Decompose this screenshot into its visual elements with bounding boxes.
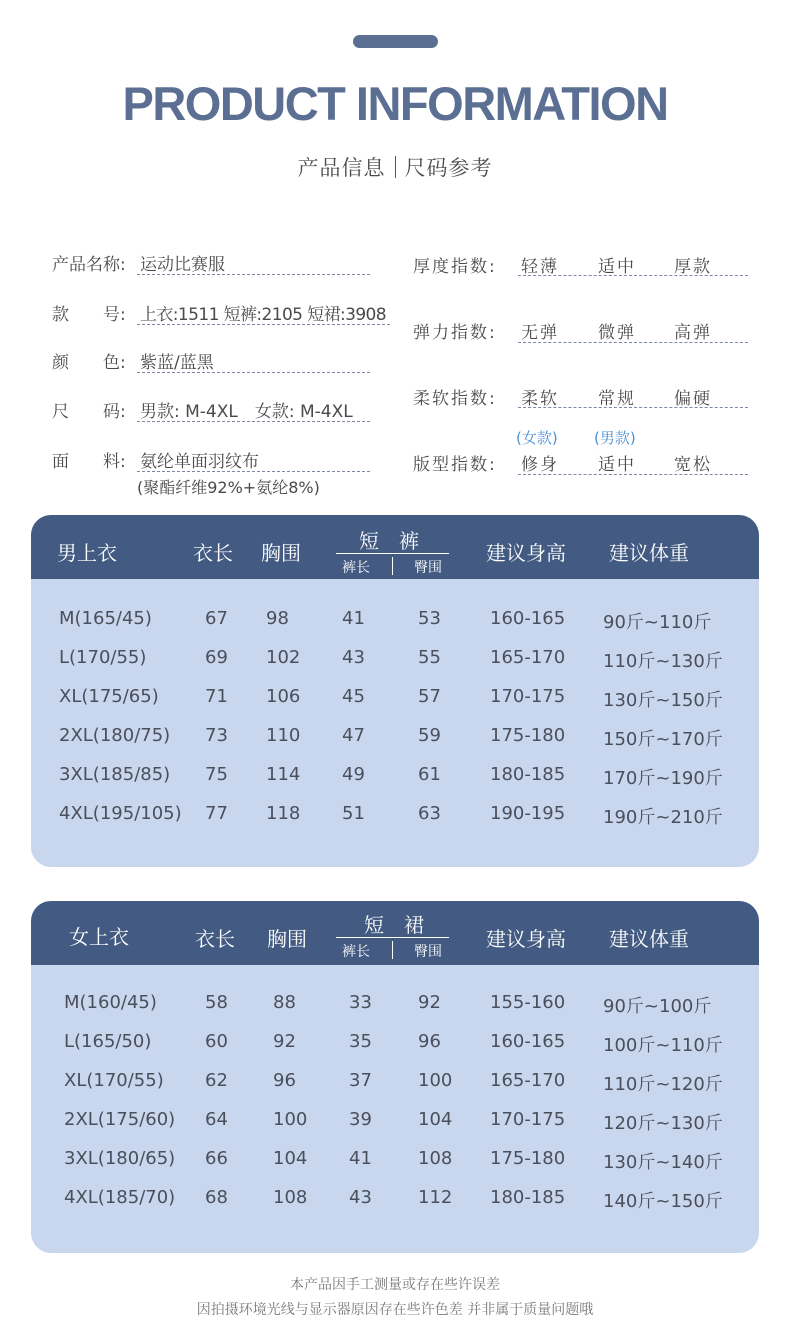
cell-size: 2XL(180/75) bbox=[59, 725, 171, 746]
dash-line bbox=[137, 324, 390, 325]
col-header-skirt-length: 裤长 bbox=[342, 944, 370, 960]
subtitle-product-info: 产品信息 bbox=[297, 156, 386, 180]
cell-height: 170-175 bbox=[490, 686, 566, 707]
cell-bottom-length: 41 bbox=[342, 608, 365, 629]
women-table-title: 女上衣 bbox=[69, 925, 129, 949]
cell-chest: 106 bbox=[266, 686, 301, 707]
cell-bottom-length: 49 bbox=[342, 764, 365, 785]
cell-weight: 100斤~110斤 bbox=[603, 1035, 723, 1056]
men-table-title: 男上衣 bbox=[57, 541, 117, 565]
col-header-shorts: 短 裤 bbox=[359, 529, 419, 553]
cell-bottom-hip: 57 bbox=[418, 686, 441, 707]
col-header-shorts-hip: 臀围 bbox=[414, 560, 442, 576]
cell-chest: 102 bbox=[266, 647, 301, 668]
cell-size: 3XL(185/85) bbox=[59, 764, 171, 785]
cell-height: 180-185 bbox=[490, 764, 566, 785]
page-subtitle bbox=[0, 152, 790, 182]
color-label: 颜 色: bbox=[52, 353, 126, 373]
product-name-label: 产品名称: bbox=[52, 255, 126, 275]
style-no-label: 款 号: bbox=[52, 305, 126, 325]
dash-line bbox=[518, 342, 748, 343]
cell-bottom-length: 39 bbox=[349, 1109, 372, 1130]
header-divider bbox=[392, 557, 393, 575]
cell-bottom-length: 43 bbox=[342, 647, 365, 668]
cell-size: M(160/45) bbox=[64, 992, 157, 1013]
cell-length: 60 bbox=[205, 1031, 228, 1052]
cell-size: M(165/45) bbox=[59, 608, 152, 629]
fit-label: 版型指数: bbox=[413, 455, 497, 475]
cell-chest: 98 bbox=[266, 608, 289, 629]
col-header-chest: 胸围 bbox=[267, 927, 307, 951]
col-header-shorts-length: 裤长 bbox=[342, 560, 370, 576]
cell-bottom-hip: 96 bbox=[418, 1031, 441, 1052]
cell-bottom-length: 37 bbox=[349, 1070, 372, 1091]
fit-option-slim: 修身 bbox=[521, 455, 559, 475]
product-name-value: 运动比赛服 bbox=[140, 255, 225, 275]
cell-bottom-length: 51 bbox=[342, 803, 365, 824]
cell-weight: 170斤~190斤 bbox=[603, 768, 723, 789]
cell-weight: 120斤~130斤 bbox=[603, 1113, 723, 1134]
cell-length: 67 bbox=[205, 608, 228, 629]
header-underline bbox=[336, 937, 449, 938]
cell-height: 180-185 bbox=[490, 1187, 566, 1208]
cell-chest: 110 bbox=[266, 725, 301, 746]
cell-bottom-length: 41 bbox=[349, 1148, 372, 1169]
dash-line bbox=[137, 421, 370, 422]
col-header-weight: 建议体重 bbox=[609, 927, 689, 951]
col-header-height: 建议身高 bbox=[486, 541, 566, 565]
cell-length: 73 bbox=[205, 725, 228, 746]
cell-bottom-hip: 53 bbox=[418, 608, 441, 629]
top-decor-bar bbox=[353, 35, 438, 48]
women-size-table bbox=[31, 901, 759, 1253]
cell-length: 62 bbox=[205, 1070, 228, 1091]
softness-label: 柔软指数: bbox=[413, 389, 497, 409]
cell-weight: 150斤~170斤 bbox=[603, 729, 723, 750]
cell-height: 165-170 bbox=[490, 647, 566, 668]
cell-height: 175-180 bbox=[490, 725, 566, 746]
cell-weight: 140斤~150斤 bbox=[603, 1191, 723, 1212]
cell-chest: 88 bbox=[273, 992, 296, 1013]
cell-bottom-length: 35 bbox=[349, 1031, 372, 1052]
cell-height: 170-175 bbox=[490, 1109, 566, 1130]
col-header-length: 衣长 bbox=[193, 541, 233, 565]
cell-bottom-length: 45 bbox=[342, 686, 365, 707]
dash-line bbox=[518, 407, 748, 408]
cell-bottom-length: 43 bbox=[349, 1187, 372, 1208]
cell-length: 66 bbox=[205, 1148, 228, 1169]
cell-weight: 130斤~150斤 bbox=[603, 690, 723, 711]
fit-option-loose: 宽松 bbox=[674, 455, 712, 475]
cell-bottom-hip: 55 bbox=[418, 647, 441, 668]
cell-size: 3XL(180/65) bbox=[64, 1148, 176, 1169]
fabric-label: 面 料: bbox=[52, 452, 126, 472]
header-divider bbox=[392, 941, 393, 959]
col-header-skirt: 短 裙 bbox=[364, 913, 424, 937]
header-underline bbox=[336, 553, 449, 554]
softness-option-normal: 常规 bbox=[598, 389, 636, 409]
cell-chest: 108 bbox=[273, 1187, 308, 1208]
cell-chest: 118 bbox=[266, 803, 301, 824]
cell-length: 68 bbox=[205, 1187, 228, 1208]
fit-note-women: (女款) bbox=[516, 429, 558, 447]
dash-line bbox=[137, 274, 370, 275]
cell-weight: 90斤~110斤 bbox=[603, 612, 712, 633]
cell-weight: 190斤~210斤 bbox=[603, 807, 723, 828]
cell-size: XL(175/65) bbox=[59, 686, 159, 707]
cell-length: 75 bbox=[205, 764, 228, 785]
cell-height: 165-170 bbox=[490, 1070, 566, 1091]
cell-bottom-hip: 59 bbox=[418, 725, 441, 746]
cell-chest: 92 bbox=[273, 1031, 296, 1052]
cell-bottom-hip: 61 bbox=[418, 764, 441, 785]
cell-weight: 90斤~100斤 bbox=[603, 996, 712, 1017]
cell-size: L(170/55) bbox=[59, 647, 147, 668]
cell-size: 2XL(175/60) bbox=[64, 1109, 176, 1130]
thickness-option-medium: 适中 bbox=[598, 257, 636, 277]
col-header-skirt-hip: 臀围 bbox=[414, 944, 442, 960]
cell-chest: 96 bbox=[273, 1070, 296, 1091]
cell-chest: 114 bbox=[266, 764, 301, 785]
dash-line bbox=[518, 474, 748, 475]
thickness-option-light: 轻薄 bbox=[521, 257, 559, 277]
fabric-composition: (聚酯纤维92%+氨纶8%) bbox=[137, 478, 320, 497]
size-label: 尺 码: bbox=[52, 402, 126, 422]
cell-bottom-hip: 100 bbox=[418, 1070, 453, 1091]
page-title: PRODUCT INFORMATION bbox=[122, 77, 668, 130]
elastic-option-slight: 微弹 bbox=[598, 323, 636, 343]
subtitle-size-ref: 尺码参考 bbox=[404, 156, 493, 180]
cell-size: L(165/50) bbox=[64, 1031, 152, 1052]
thickness-option-thick: 厚款 bbox=[674, 257, 712, 277]
fabric-value: 氨纶单面羽纹布 bbox=[140, 452, 259, 472]
elastic-label: 弹力指数: bbox=[413, 323, 497, 343]
men-table-header bbox=[31, 515, 759, 579]
cell-bottom-hip: 92 bbox=[418, 992, 441, 1013]
cell-height: 160-165 bbox=[490, 608, 566, 629]
cell-bottom-hip: 108 bbox=[418, 1148, 453, 1169]
footer-note-color: 因拍摄环境光线与显示器原因存在些许色差 并非属于质量问题哦 bbox=[196, 1302, 594, 1318]
fit-option-regular: 适中 bbox=[598, 455, 636, 475]
footer-note-measure: 本产品因手工测量或存在些许误差 bbox=[290, 1277, 500, 1293]
elastic-option-high: 高弹 bbox=[674, 323, 712, 343]
cell-bottom-hip: 63 bbox=[418, 803, 441, 824]
thickness-label: 厚度指数: bbox=[413, 257, 497, 277]
dash-line bbox=[518, 275, 748, 276]
cell-height: 155-160 bbox=[490, 992, 566, 1013]
women-table-header bbox=[31, 901, 759, 965]
cell-size: 4XL(185/70) bbox=[64, 1187, 176, 1208]
softness-option-soft: 柔软 bbox=[521, 389, 559, 409]
cell-weight: 110斤~130斤 bbox=[603, 651, 723, 672]
cell-length: 69 bbox=[205, 647, 228, 668]
cell-size: 4XL(195/105) bbox=[59, 803, 182, 824]
cell-height: 190-195 bbox=[490, 803, 566, 824]
cell-weight: 130斤~140斤 bbox=[603, 1152, 723, 1173]
cell-chest: 104 bbox=[273, 1148, 308, 1169]
cell-chest: 100 bbox=[273, 1109, 308, 1130]
col-header-weight: 建议体重 bbox=[609, 541, 689, 565]
col-header-chest: 胸围 bbox=[261, 541, 301, 565]
cell-length: 58 bbox=[205, 992, 228, 1013]
dash-line bbox=[137, 471, 370, 472]
cell-height: 160-165 bbox=[490, 1031, 566, 1052]
cell-length: 71 bbox=[205, 686, 228, 707]
subtitle-divider bbox=[395, 156, 396, 178]
cell-size: XL(170/55) bbox=[64, 1070, 164, 1091]
cell-bottom-hip: 112 bbox=[418, 1187, 453, 1208]
fit-note-men: (男款) bbox=[594, 429, 636, 447]
style-no-value: 上衣:1511 短裤:2105 短裙:3908 bbox=[140, 305, 386, 325]
color-value: 紫蓝/蓝黑 bbox=[140, 353, 214, 373]
softness-option-stiff: 偏硬 bbox=[674, 389, 712, 409]
dash-line bbox=[137, 372, 370, 373]
cell-length: 64 bbox=[205, 1109, 228, 1130]
cell-weight: 110斤~120斤 bbox=[603, 1074, 723, 1095]
cell-bottom-length: 33 bbox=[349, 992, 372, 1013]
cell-height: 175-180 bbox=[490, 1148, 566, 1169]
men-size-table bbox=[31, 515, 759, 867]
col-header-length: 衣长 bbox=[195, 927, 235, 951]
col-header-height: 建议身高 bbox=[486, 927, 566, 951]
cell-bottom-hip: 104 bbox=[418, 1109, 453, 1130]
cell-length: 77 bbox=[205, 803, 228, 824]
elastic-option-none: 无弹 bbox=[521, 323, 559, 343]
cell-bottom-length: 47 bbox=[342, 725, 365, 746]
size-value: 男款: M-4XL 女款: M-4XL bbox=[140, 402, 353, 422]
